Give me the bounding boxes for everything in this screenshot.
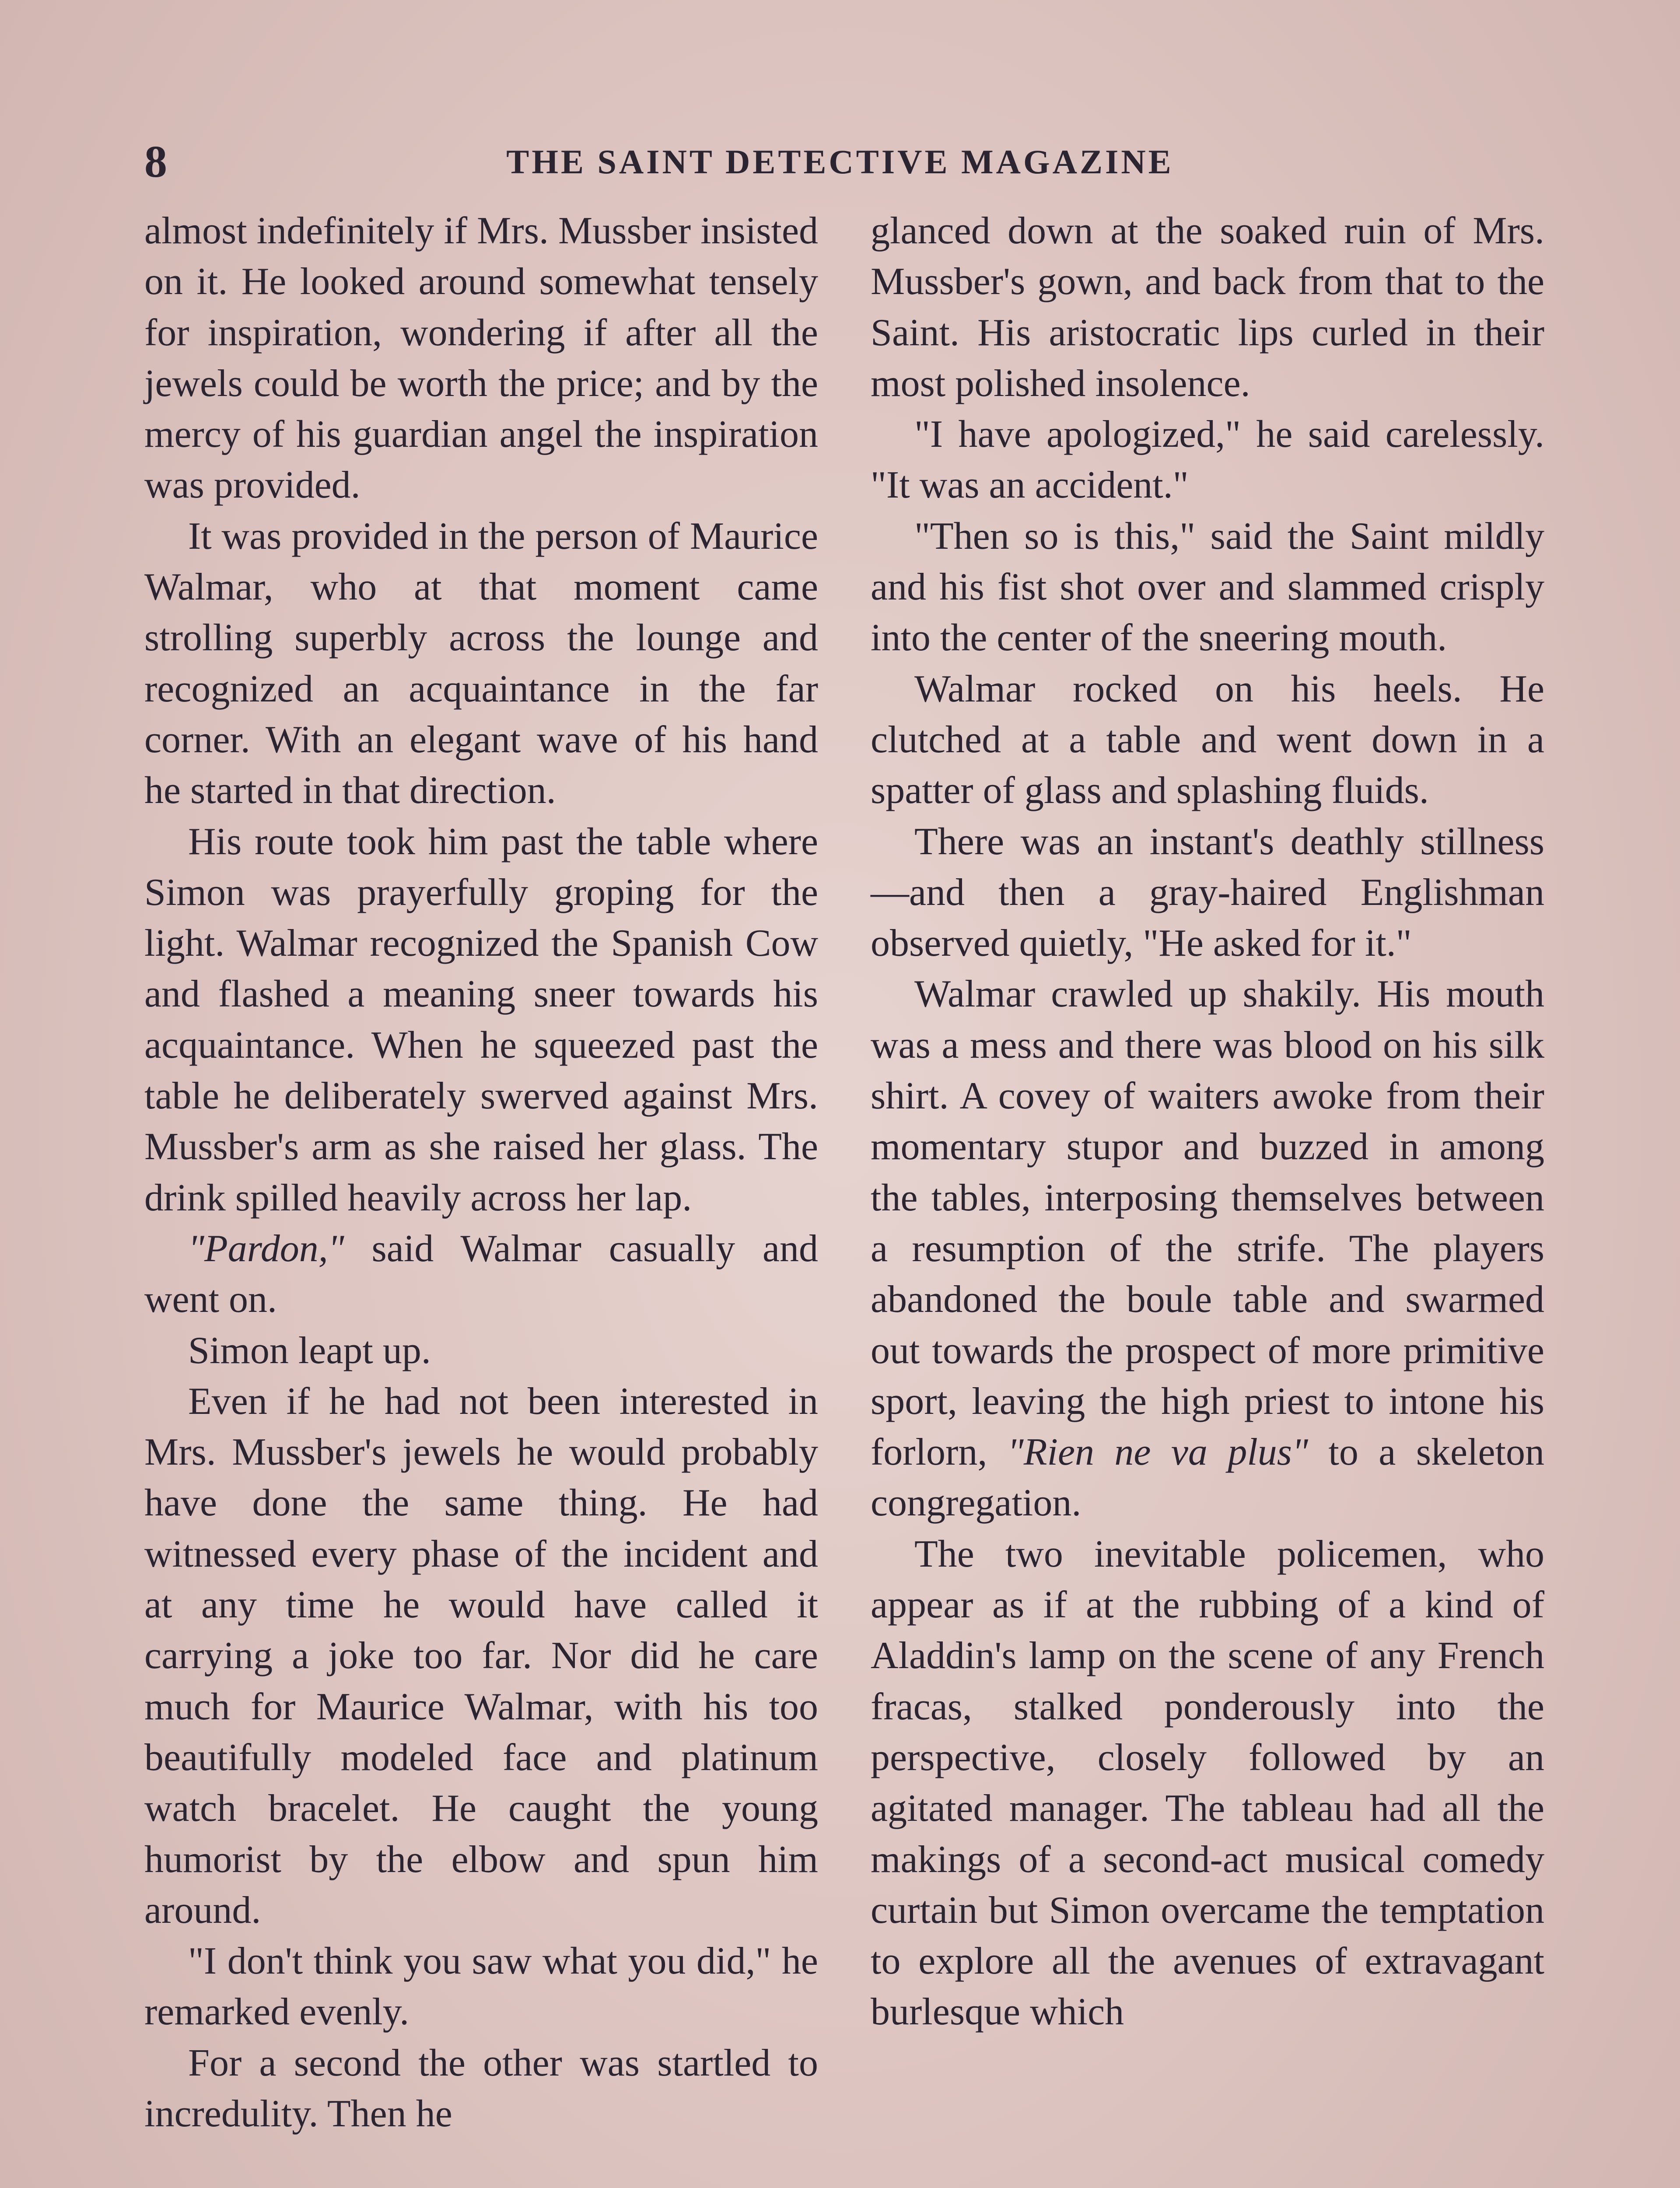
paragraph: His route took him past the table where Simon was prayerfully groping for the light. Walmar recognized the Spanish Cow and flashed a meaning sneer towards his acquaintance. When he squeezed past the table he deliberately swerved against Mrs. Mussber's arm as she raised her glass. The drink spilled heavily across her lap. [144,820,818,1219]
page-number: 8 [144,137,167,187]
paragraph: Walmar rocked on his heels. He clutched at a table and went down in a spatter of glass and splashing fluids. [871,667,1544,812]
page-header [131,131,1549,193]
paragraph: Simon leapt up. [188,1329,431,1372]
left-column [144,206,818,2139]
paragraph: It was provided in the person of Maurice Walmar, who at that moment came strolling superbly across the lounge and recognized an acquaintance in the far corner. With an elegant wave of his hand he started in that direction. [144,515,818,812]
paragraph: "Pardon," said Walmar casually and went on. [144,1227,818,1321]
paragraph: "I have apologized," he said carelessly. "It was an accident." [871,413,1544,507]
paragraph: For a second the other was startled to incredulity. Then he [144,2041,818,2135]
paragraph: almost indefinitely if Mrs. Mussber insisted on it. He looked around somewhat tensely for inspiration, wondering if after all the jewels could be worth the price; and by the mercy of his guardian angel the inspiration was provided. [144,210,818,507]
paragraph: The two inevitable policemen, who appear as if at the rubbing of a kind of Aladdin's lamp on the scene of any French fracas, stalked ponderously into the perspective, closely followed by an agitated manager. The tableau had all the makings of a second-act musical comedy curtain but Simon overcame the temptation to explore all the avenues of extravagant burlesque which [871,1532,1544,2034]
right-column [871,206,1544,2038]
paragraph: Walmar crawled up shakily. His mouth was a mess and there was blood on his silk shirt. A covey of waiters awoke from their momentary stupor and buzzed in among the tables, interposing themselves between a resumption of the strife. The players abandoned the boule table and swarmed out towards the prospect of more primitive sport, leaving the high priest to intone his forlorn, "Rien ne va plus" to a skeleton congregation. [871,973,1544,1525]
paragraph: "Then so is this," said the Saint mildly and his fist shot over and slammed crisply into the center of the sneering mouth. [871,515,1544,659]
italic-phrase: "Pardon," [188,1227,344,1270]
paragraph: Even if he had not been interested in Mrs. Mussber's jewels he would probably have done the same thing. He had witnessed every phase of the incident and at any time he would have called it carrying a joke too far. Nor did he care much for Maurice Walmar, with his too beautifully modeled face and platinum watch bracelet. He caught the young humorist by the elbow and spun him around. [144,1380,818,1932]
italic-phrase: "Rien ne va plus" [1007,1431,1308,1474]
running-title: THE SAINT DETECTIVE MAGAZINE [506,143,1174,181]
paragraph: glanced down at the soaked ruin of Mrs. Mussber's gown, and back from that to the Saint. His aristocratic lips curled in their most polished insolence. [871,210,1544,405]
paragraph: There was an instant's deathly stillness—and then a gray-haired Englishman observed quietly, "He asked for it." [871,820,1544,965]
paragraph: "I don't think you saw what you did," he remarked evenly. [144,1940,818,2034]
